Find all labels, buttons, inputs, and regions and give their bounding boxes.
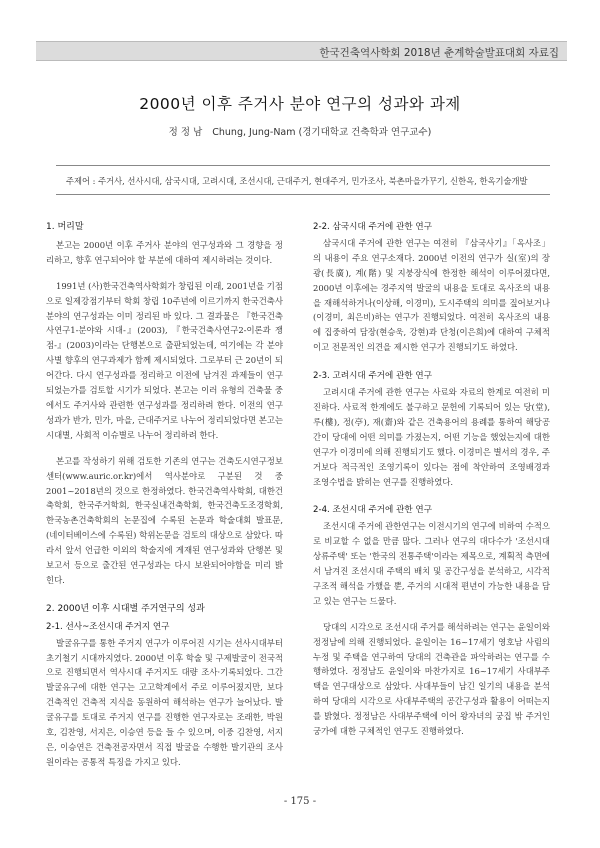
- page-number: - 175 -: [283, 796, 317, 807]
- keywords-box: [56, 165, 550, 195]
- author-name-ko: 정 정 남: [168, 127, 203, 138]
- keywords-text: 주제어 : 주거사, 선사시대, 삼국시대, 고려시대, 조선시대, 근대주거, 현대주거, 민가조사, 북촌마을가꾸기, 신한옥, 한옥기술개발: [66, 176, 528, 186]
- right-column: [313, 220, 550, 739]
- paragraph: 당대의 시각으로 조선시대 주거를 해석하려는 연구는 윤일이와 정정남에 의해 진행되었다. 윤일이는 16~17세기 영호남 사림의 누정 및 주택을 연구하여 당대의 건축관을 파악하려는 연구를 수행하였다. 정정남도 윤일이와 마찬가지로 16~17세기 사대부주택을 연구대상으로 삼았다. 사대부들이 남긴 일기의 내용을 분석하여 당대의 시각으로 사대부주택의 공간구성과 활용이 어떠는지를 밝혔다. 정정남은 사대부주택에 이어 왕자녀의 궁집 밖 주거인 궁가에 대한 구체적인 연구도 진행하였다.: [313, 621, 550, 737]
- subsection-heading: 2-3. 고려시대 주거에 관한 연구: [313, 371, 433, 382]
- journal-name: 한국건축역사학회 2018년 춘계학술발표대회 자료집: [319, 47, 559, 59]
- paragraph: 본고는 2000년 이후 주거사 분야의 연구성과와 그 경향을 정리하고, 향후 연구되어야 할 부분에 대하여 제시하려는 것이다.: [46, 239, 283, 265]
- subsection-heading: 2-2. 삼국시대 주거에 관한 연구: [313, 222, 433, 232]
- paragraph: 삼국시대 주거에 관한 연구는 여전히 『삼국사기』「옥사조」의 내용이 주요 연구소재다. 2000년 이전의 연구가 실(室)의 장광(長廣), 계(階) 및 지붕장식에 한정한 해석이 이루어졌다면, 2000년 이후에는 경주지역 발굴의 내용을 토대로 옥사조의 내용을 재해석하거나(이상해, 이경미), 도시주택의 의미를 짚어보거나(이경미, 최은비)하는 연구가 진행되었다. 여전히 옥사조의 내용에 집중하여 담장(현승욱, 강현)과 단청(이은희)에 대하여 구체적이고 전문적인 의견을 제시한 연구가 진행되기도 하였다.: [313, 237, 550, 353]
- author-affiliation: (경기대학교 건축학과 연구교수): [298, 127, 432, 138]
- paragraph: 발굴유구를 통한 주거지 연구가 이루어진 시기는 선사시대부터 초기철기 시대까지였다. 2000년 이후 학술 및 구제발굴이 전국적으로 진행되면서 역사시대 주거지도 대량 조사·기록되었다. 그간 발굴유구에 대한 연구는 고고학계에서 주로 이루어졌지만, 보다 건축적인 건축적 지식을 동원하여 해석하는 연구가 늘어났다. 발굴유구를 토대로 주거지 연구를 진행한 연구자로는 조래한, 박원호, 김찬영, 서지은, 이승연 등을 들 수 있으며, 이중 김찬영, 서지은, 이승연은 건축전공자면서 직접 발굴을 수행한 발기관의 조사원이라는 공통적 특징을 가지고 있다.: [46, 637, 283, 767]
- left-column: [46, 220, 283, 770]
- paragraph: 본고를 작성하기 위해 검토한 기존의 연구는 건축도시연구정보센터(www.auric.or.kr)에서 역사분야로 구분된 것 중 2001~2018년의 것으로 한정하였다. 한국건축역사학회, 대한건축학회, 한국주거학회, 한국실내건축학회, 한국건축도조경학회, 한국농촌건축학회의 논문집에 수록된 논문과 학술대회 발표문, (네이터베이스에 수록된) 학위논문을 검토의 대상으로 삼았다. 따라서 앞서 언급한 이외의 학술지에 게재된 연구성과와 단행본 및 보고서 등으로 출간된 연구성과는 다시 보완되어야함을 미리 밝힌다.: [46, 455, 283, 585]
- author-name-en: Chung, Jung-Nam: [212, 127, 296, 138]
- paragraph: 고려시대 주거에 관한 연구는 사료와 자료의 한계로 여전히 미진하다. 사료적 한계에도 불구하고 문헌에 기록되어 있는 당(堂), 루(樓), 정(亭), 재(齋)와 같은 건축용어의 용례를 통하여 해당공간이 당대에 어떤 의미를 가졌는지, 어떤 기능을 했었는지에 대한 연구가 이경미에 의해 진행되기도 했다. 이경미은 별서의 경우, 주거보다 적극적인 조영기록이 있다는 점에 착안하여 조영배경과 조영수법을 밝히는 연구를 진행하였다.: [313, 387, 550, 487]
- journal-header-bar: [36, 41, 567, 61]
- section-heading: 2. 2000년 이후 시대별 주거연구의 성과: [46, 603, 205, 614]
- paper-title: 2000년 이후 주거사 분야 연구의 성과와 과제: [139, 95, 461, 113]
- paragraph: 1991년 (사)한국건축역사학회가 창립된 이래, 2001년을 기점으로 일제강점기부터 학회 창립 10주년에 이르기까지 한국건축사 분야의 연구성과는 이미 정리된 바 있다. 그 결과물은 『한국건축사연구1-분야와 시대-』(2003), 『한국건축사연구2-이론과 쟁점-』(2003)이라는 단행본으로 출판되었는데, 여기에는 각 분야사별 향후의 연구과제가 함께 제시되었다. 그로부터 근 20년이 되어간다. 다시 연구성과를 정리하고 이전에 남겨진 과제들이 연구되었는가를 검토할 시기가 되었다. 본고는 이러 유형의 건축물 중에서도 주거사와 관련한 연구성과를 정리하려 한다. 이전의 연구성과가 반가, 민가, 마을, 근대주거로 나누어 정리되었다면 본고는 시대별, 사회적 이슈별로 나누어 정리하려 한다.: [46, 280, 283, 440]
- author-line: [0, 124, 600, 138]
- section-heading: 1. 머리말: [46, 222, 84, 232]
- subsection-heading: 2-4. 조선시대 주거에 관한 연구: [313, 505, 433, 516]
- subsection-heading: 2-1. 선사~조선시대 주거지 연구: [46, 621, 170, 632]
- paragraph: 조선시대 주거에 관한연구는 이전시기의 연구에 비하여 수적으로 비교할 수 없을 만큼 많다. 그러나 연구의 대다수가 '조선시대 상류주택' 또는 '한국의 전통주택'이라는 제목으로, 계획적 측면에서 남겨진 조선시대 주택의 배치 및 공간구성을 분석하고, 시각적 구조적 해석을 가했을 뿐, 주거의 시대적 편년이 가능한 내용을 담고 있는 연구는 드물다.: [313, 521, 550, 606]
